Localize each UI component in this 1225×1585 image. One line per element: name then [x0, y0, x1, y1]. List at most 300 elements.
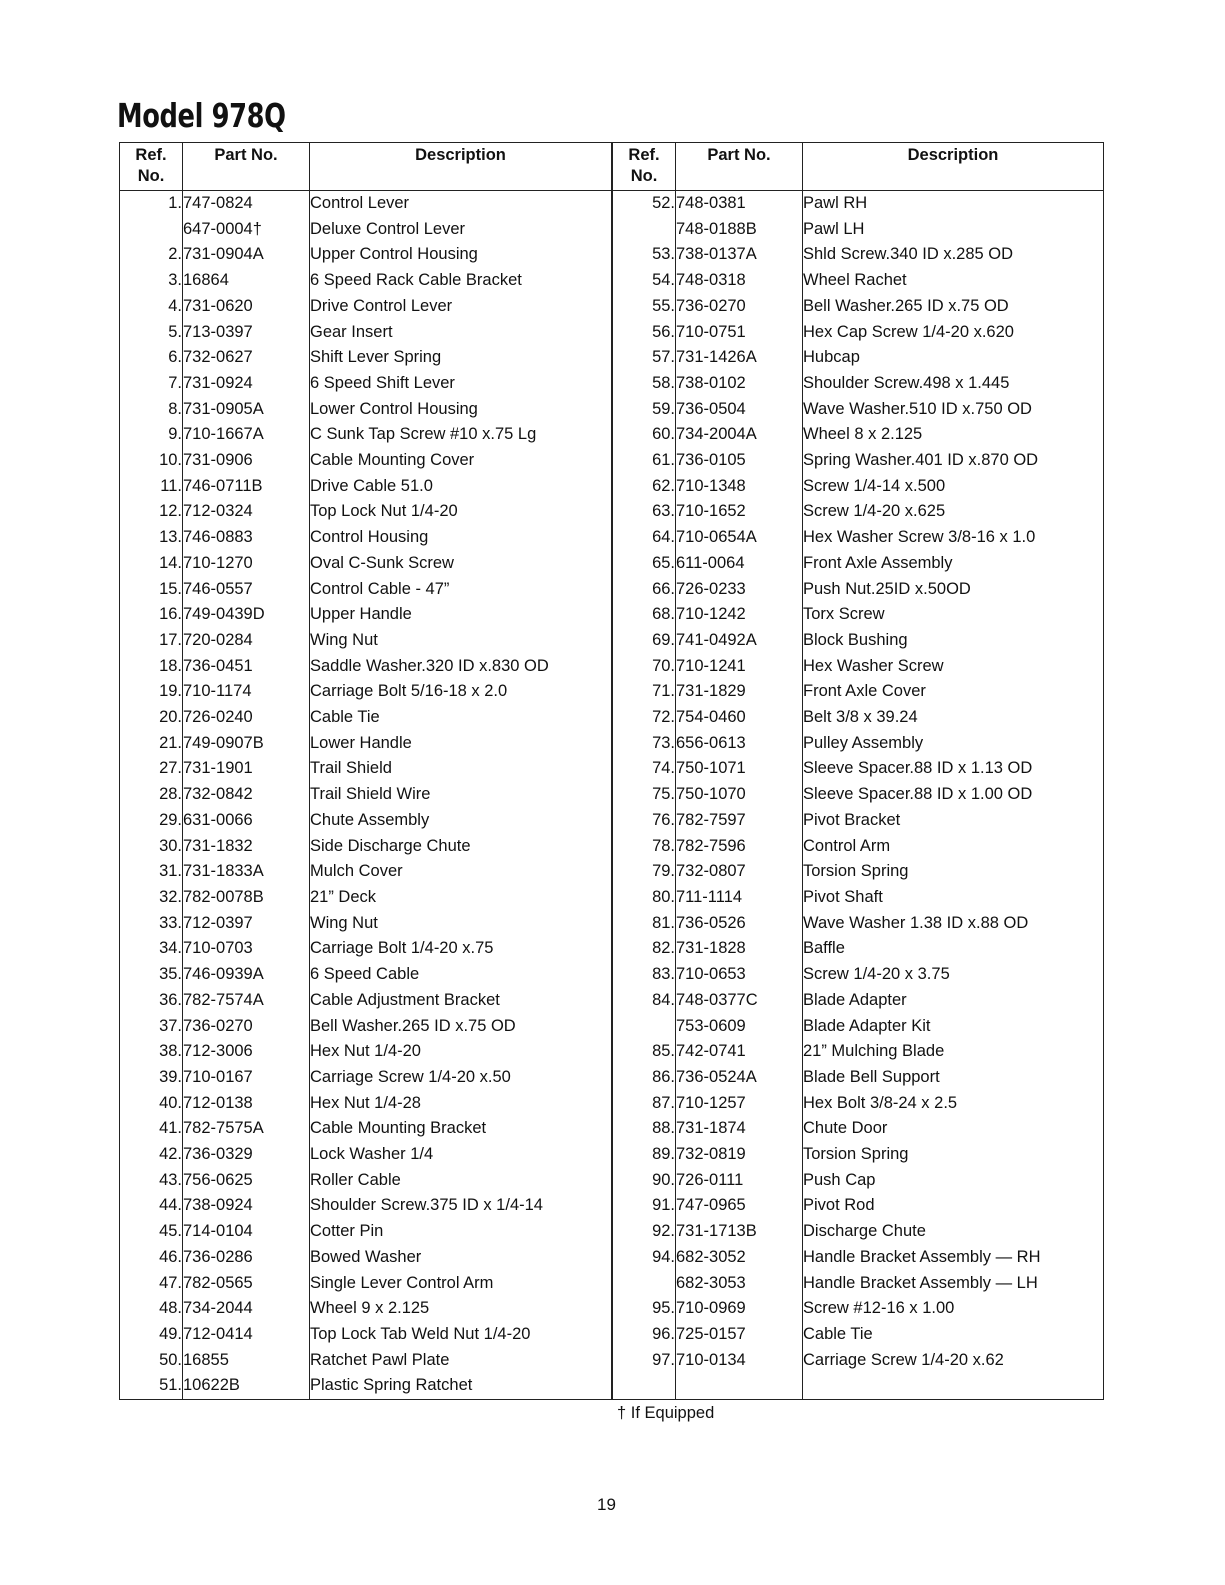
description-cell: Torsion Spring — [803, 1142, 1104, 1168]
ref-cell: 30. — [120, 834, 183, 860]
part-number-cell: 736-0105 — [676, 448, 803, 474]
table-row — [613, 911, 1104, 937]
part-number-cell: 710-0167 — [183, 1065, 310, 1091]
table-row — [613, 1091, 1104, 1117]
ref-cell — [613, 1373, 676, 1399]
description-cell: Drive Cable 51.0 — [310, 474, 612, 500]
ref-cell: 13. — [120, 525, 183, 551]
ref-cell: 71. — [613, 679, 676, 705]
description-cell: Side Discharge Chute — [310, 834, 612, 860]
description-cell: Cable Mounting Bracket — [310, 1116, 612, 1142]
header-part: Part No. — [676, 143, 803, 191]
ref-cell: 68. — [613, 602, 676, 628]
parts-table-right-body — [613, 191, 1104, 1400]
table-row — [120, 525, 612, 551]
ref-cell: 58. — [613, 371, 676, 397]
table-row — [120, 834, 612, 860]
ref-cell: 5. — [120, 320, 183, 346]
part-number-cell: 731-0905A — [183, 397, 310, 423]
part-number-cell: 16855 — [183, 1348, 310, 1374]
description-cell: Baffle — [803, 936, 1104, 962]
footnote: † If Equipped — [617, 1404, 715, 1422]
description-cell: Upper Handle — [310, 602, 612, 628]
table-row — [120, 808, 612, 834]
description-cell: 21” Deck — [310, 885, 612, 911]
table-row — [120, 1296, 612, 1322]
ref-cell: 52. — [613, 191, 676, 217]
part-number-cell: 712-0414 — [183, 1322, 310, 1348]
table-row — [613, 371, 1104, 397]
part-number-cell: 731-1874 — [676, 1116, 803, 1142]
table-row — [120, 191, 612, 217]
description-cell: Cable Tie — [803, 1322, 1104, 1348]
description-cell: Lower Control Housing — [310, 397, 612, 423]
part-number-cell: 750-1071 — [676, 756, 803, 782]
description-cell: Screw 1/4-20 x 3.75 — [803, 962, 1104, 988]
description-cell: Screw #12-16 x 1.00 — [803, 1296, 1104, 1322]
part-number-cell: 736-0451 — [183, 654, 310, 680]
description-cell: Belt 3/8 x 39.24 — [803, 705, 1104, 731]
description-cell: Roller Cable — [310, 1168, 612, 1194]
table-row — [120, 422, 612, 448]
ref-cell: 89. — [613, 1142, 676, 1168]
part-number-cell: 710-1348 — [676, 474, 803, 500]
description-cell: Front Axle Assembly — [803, 551, 1104, 577]
description-cell: Lower Handle — [310, 731, 612, 757]
part-number-cell: 682-3053 — [676, 1271, 803, 1297]
part-number-cell: 746-0939A — [183, 962, 310, 988]
table-row — [120, 320, 612, 346]
description-cell: Wheel 8 x 2.125 — [803, 422, 1104, 448]
table-row — [120, 551, 612, 577]
description-cell: Pivot Shaft — [803, 885, 1104, 911]
part-number-cell: 731-0924 — [183, 371, 310, 397]
description-cell: Control Cable - 47” — [310, 577, 612, 603]
description-cell: Carriage Bolt 5/16-18 x 2.0 — [310, 679, 612, 705]
table-row — [120, 859, 612, 885]
ref-cell: 42. — [120, 1142, 183, 1168]
part-number-cell: 732-0842 — [183, 782, 310, 808]
ref-cell: 78. — [613, 834, 676, 860]
table-row — [613, 551, 1104, 577]
part-number-cell: 710-1652 — [676, 499, 803, 525]
ref-cell: 35. — [120, 962, 183, 988]
part-number-cell: 782-7597 — [676, 808, 803, 834]
table-row — [120, 1116, 612, 1142]
ref-cell: 10. — [120, 448, 183, 474]
table-row — [120, 885, 612, 911]
description-cell: Sleeve Spacer.88 ID x 1.00 OD — [803, 782, 1104, 808]
page-number: 19 — [597, 1495, 616, 1514]
description-cell: Bell Washer.265 ID x.75 OD — [803, 294, 1104, 320]
table-row — [613, 962, 1104, 988]
table-row — [613, 448, 1104, 474]
description-cell: Hex Bolt 3/8-24 x 2.5 — [803, 1091, 1104, 1117]
part-number-cell: 746-0711B — [183, 474, 310, 500]
part-number-cell: 782-0078B — [183, 885, 310, 911]
ref-cell: 83. — [613, 962, 676, 988]
part-number-cell: 734-2044 — [183, 1296, 310, 1322]
ref-cell: 91. — [613, 1193, 676, 1219]
header-desc: Description — [310, 143, 612, 191]
ref-cell: 76. — [613, 808, 676, 834]
table-row — [613, 1271, 1104, 1297]
table-row — [613, 1116, 1104, 1142]
description-cell: Spring Washer.401 ID x.870 OD — [803, 448, 1104, 474]
part-number-cell: 748-0381 — [676, 191, 803, 217]
table-row — [613, 756, 1104, 782]
table-row — [613, 217, 1104, 243]
description-cell: Single Lever Control Arm — [310, 1271, 612, 1297]
part-number-cell: 712-0397 — [183, 911, 310, 937]
table-row — [120, 1014, 612, 1040]
part-number-cell — [676, 1373, 803, 1399]
description-cell: Pivot Rod — [803, 1193, 1104, 1219]
part-number-cell: 16864 — [183, 268, 310, 294]
ref-cell: 48. — [120, 1296, 183, 1322]
description-cell: Discharge Chute — [803, 1219, 1104, 1245]
header-ref: Ref. No. — [613, 143, 676, 191]
table-row — [613, 808, 1104, 834]
description-cell: Trail Shield Wire — [310, 782, 612, 808]
description-cell: Control Arm — [803, 834, 1104, 860]
description-cell: C Sunk Tap Screw #10 x.75 Lg — [310, 422, 612, 448]
table-row — [120, 371, 612, 397]
description-cell: Shoulder Screw.375 ID x 1/4-14 — [310, 1193, 612, 1219]
table-row — [120, 1348, 612, 1374]
table-row — [120, 679, 612, 705]
ref-cell: 1. — [120, 191, 183, 217]
description-cell: Hex Nut 1/4-20 — [310, 1039, 612, 1065]
table-row — [120, 448, 612, 474]
header-part: Part No. — [183, 143, 310, 191]
part-number-cell: 731-1426A — [676, 345, 803, 371]
description-cell: Screw 1/4-20 x.625 — [803, 499, 1104, 525]
description-cell: Push Nut.25ID x.50OD — [803, 577, 1104, 603]
description-cell: Plastic Spring Ratchet — [310, 1373, 612, 1399]
description-cell: Wheel 9 x 2.125 — [310, 1296, 612, 1322]
ref-cell: 7. — [120, 371, 183, 397]
table-row — [120, 1065, 612, 1091]
ref-cell: 64. — [613, 525, 676, 551]
description-cell: 6 Speed Rack Cable Bracket — [310, 268, 612, 294]
part-number-cell: 749-0439D — [183, 602, 310, 628]
ref-cell: 84. — [613, 988, 676, 1014]
part-number-cell: 782-0565 — [183, 1271, 310, 1297]
ref-cell — [613, 1271, 676, 1297]
part-number-cell: 747-0824 — [183, 191, 310, 217]
ref-cell: 33. — [120, 911, 183, 937]
table-row — [120, 499, 612, 525]
part-number-cell: 747-0965 — [676, 1193, 803, 1219]
header-desc: Description — [803, 143, 1104, 191]
part-number-cell: 712-0138 — [183, 1091, 310, 1117]
part-number-cell: 714-0104 — [183, 1219, 310, 1245]
ref-cell: 21. — [120, 731, 183, 757]
part-number-cell: 731-1828 — [676, 936, 803, 962]
parts-table-right — [612, 142, 1104, 1400]
table-row — [613, 1373, 1104, 1399]
table-row — [120, 731, 612, 757]
table-row — [613, 936, 1104, 962]
description-cell: Gear Insert — [310, 320, 612, 346]
table-row — [120, 345, 612, 371]
description-cell: Wheel Rachet — [803, 268, 1104, 294]
table-row — [613, 1142, 1104, 1168]
description-cell: Wing Nut — [310, 628, 612, 654]
table-row — [120, 1039, 612, 1065]
part-number-cell: 726-0233 — [676, 577, 803, 603]
ref-cell — [120, 217, 183, 243]
table-row — [613, 474, 1104, 500]
table-row — [120, 268, 612, 294]
parts-table-left — [119, 142, 612, 1400]
ref-cell: 53. — [613, 242, 676, 268]
ref-cell: 27. — [120, 756, 183, 782]
part-number-cell: 710-1174 — [183, 679, 310, 705]
ref-cell — [613, 217, 676, 243]
table-row — [120, 988, 612, 1014]
part-number-cell: 736-0329 — [183, 1142, 310, 1168]
description-cell: Pawl RH — [803, 191, 1104, 217]
part-number-cell: 710-0654A — [676, 525, 803, 551]
part-number-cell: 736-0526 — [676, 911, 803, 937]
description-cell: Cable Tie — [310, 705, 612, 731]
part-number-cell: 731-1833A — [183, 859, 310, 885]
ref-cell: 39. — [120, 1065, 183, 1091]
part-number-cell: 756-0625 — [183, 1168, 310, 1194]
table-row — [120, 1373, 612, 1399]
ref-cell: 11. — [120, 474, 183, 500]
description-cell: 21” Mulching Blade — [803, 1039, 1104, 1065]
page-title: Model 978Q — [117, 96, 286, 135]
part-number-cell: 736-0286 — [183, 1245, 310, 1271]
table-row — [120, 1142, 612, 1168]
description-cell: Wing Nut — [310, 911, 612, 937]
ref-cell: 41. — [120, 1116, 183, 1142]
table-row — [613, 1193, 1104, 1219]
description-cell: Pawl LH — [803, 217, 1104, 243]
table-row — [613, 859, 1104, 885]
parts-tables — [119, 142, 1104, 1400]
part-number-cell: 10622B — [183, 1373, 310, 1399]
description-cell: Blade Bell Support — [803, 1065, 1104, 1091]
table-row — [613, 1245, 1104, 1271]
table-row — [120, 705, 612, 731]
table-row — [613, 525, 1104, 551]
description-cell: Pulley Assembly — [803, 731, 1104, 757]
part-number-cell: 782-7574A — [183, 988, 310, 1014]
part-number-cell: 710-1257 — [676, 1091, 803, 1117]
table-row — [613, 834, 1104, 860]
table-row — [613, 397, 1104, 423]
table-row — [120, 602, 612, 628]
description-cell: Chute Assembly — [310, 808, 612, 834]
table-row — [120, 217, 612, 243]
part-number-cell: 725-0157 — [676, 1322, 803, 1348]
description-cell: Oval C-Sunk Screw — [310, 551, 612, 577]
description-cell: Blade Adapter — [803, 988, 1104, 1014]
description-cell: Hex Washer Screw 3/8-16 x 1.0 — [803, 525, 1104, 551]
part-number-cell: 749-0907B — [183, 731, 310, 757]
description-cell: Carriage Bolt 1/4-20 x.75 — [310, 936, 612, 962]
table-row — [120, 756, 612, 782]
description-cell: Hex Cap Screw 1/4-20 x.620 — [803, 320, 1104, 346]
table-row — [613, 320, 1104, 346]
table-row — [613, 499, 1104, 525]
part-number-cell: 710-0751 — [676, 320, 803, 346]
part-number-cell: 710-1270 — [183, 551, 310, 577]
part-number-cell: 753-0609 — [676, 1014, 803, 1040]
table-row — [120, 654, 612, 680]
ref-cell: 4. — [120, 294, 183, 320]
description-cell: Screw 1/4-14 x.500 — [803, 474, 1104, 500]
description-cell: Pivot Bracket — [803, 808, 1104, 834]
part-number-cell: 726-0111 — [676, 1168, 803, 1194]
part-number-cell: 748-0377C — [676, 988, 803, 1014]
ref-cell: 28. — [120, 782, 183, 808]
part-number-cell: 731-0620 — [183, 294, 310, 320]
part-number-cell: 732-0627 — [183, 345, 310, 371]
ref-cell: 12. — [120, 499, 183, 525]
ref-cell: 9. — [120, 422, 183, 448]
part-number-cell: 710-0134 — [676, 1348, 803, 1374]
ref-cell: 32. — [120, 885, 183, 911]
table-row — [613, 705, 1104, 731]
description-cell: 6 Speed Shift Lever — [310, 371, 612, 397]
part-number-cell: 731-1829 — [676, 679, 803, 705]
table-row — [120, 1322, 612, 1348]
description-cell: Torx Screw — [803, 602, 1104, 628]
part-number-cell: 710-1667A — [183, 422, 310, 448]
part-number-cell: 710-1242 — [676, 602, 803, 628]
ref-cell: 92. — [613, 1219, 676, 1245]
table-row — [613, 1039, 1104, 1065]
table-row — [120, 628, 612, 654]
table-row — [613, 268, 1104, 294]
ref-cell: 3. — [120, 268, 183, 294]
ref-cell: 15. — [120, 577, 183, 603]
description-cell: Wave Washer 1.38 ID x.88 OD — [803, 911, 1104, 937]
ref-cell: 57. — [613, 345, 676, 371]
part-number-cell: 656-0613 — [676, 731, 803, 757]
ref-cell: 81. — [613, 911, 676, 937]
table-row — [613, 1014, 1104, 1040]
description-cell: Control Lever — [310, 191, 612, 217]
ref-cell: 2. — [120, 242, 183, 268]
part-number-cell: 631-0066 — [183, 808, 310, 834]
ref-cell: 87. — [613, 1091, 676, 1117]
part-number-cell: 736-0270 — [676, 294, 803, 320]
part-number-cell: 713-0397 — [183, 320, 310, 346]
ref-cell: 80. — [613, 885, 676, 911]
ref-cell: 62. — [613, 474, 676, 500]
part-number-cell: 732-0819 — [676, 1142, 803, 1168]
part-number-cell: 736-0270 — [183, 1014, 310, 1040]
part-number-cell: 754-0460 — [676, 705, 803, 731]
table-row — [613, 628, 1104, 654]
description-cell: Mulch Cover — [310, 859, 612, 885]
description-cell: Top Lock Nut 1/4-20 — [310, 499, 612, 525]
description-cell: Shoulder Screw.498 x 1.445 — [803, 371, 1104, 397]
description-cell: Shift Lever Spring — [310, 345, 612, 371]
ref-cell: 56. — [613, 320, 676, 346]
description-cell: Hex Nut 1/4-28 — [310, 1091, 612, 1117]
table-row — [120, 1219, 612, 1245]
description-cell: Sleeve Spacer.88 ID x 1.13 OD — [803, 756, 1104, 782]
ref-cell: 86. — [613, 1065, 676, 1091]
part-number-cell: 748-0318 — [676, 268, 803, 294]
table-row — [120, 936, 612, 962]
table-row — [613, 345, 1104, 371]
part-number-cell: 746-0557 — [183, 577, 310, 603]
ref-cell: 54. — [613, 268, 676, 294]
description-cell: Saddle Washer.320 ID x.830 OD — [310, 654, 612, 680]
part-number-cell: 710-0653 — [676, 962, 803, 988]
description-cell: Cable Mounting Cover — [310, 448, 612, 474]
part-number-cell: 782-7596 — [676, 834, 803, 860]
table-row — [613, 885, 1104, 911]
description-cell: Torsion Spring — [803, 859, 1104, 885]
table-row — [613, 294, 1104, 320]
ref-cell: 19. — [120, 679, 183, 705]
ref-cell: 82. — [613, 936, 676, 962]
part-number-cell: 712-3006 — [183, 1039, 310, 1065]
part-number-cell: 712-0324 — [183, 499, 310, 525]
table-row — [120, 1193, 612, 1219]
table-row — [613, 1168, 1104, 1194]
ref-cell: 97. — [613, 1348, 676, 1374]
ref-cell: 31. — [120, 859, 183, 885]
ref-cell: 70. — [613, 654, 676, 680]
description-cell: Bell Washer.265 ID x.75 OD — [310, 1014, 612, 1040]
ref-cell: 69. — [613, 628, 676, 654]
ref-cell: 74. — [613, 756, 676, 782]
part-number-cell: 731-0904A — [183, 242, 310, 268]
table-row — [613, 731, 1104, 757]
description-cell: Hubcap — [803, 345, 1104, 371]
part-number-cell: 731-1901 — [183, 756, 310, 782]
part-number-cell: 720-0284 — [183, 628, 310, 654]
ref-cell: 55. — [613, 294, 676, 320]
table-row — [613, 1065, 1104, 1091]
part-number-cell: 736-0524A — [676, 1065, 803, 1091]
ref-cell: 17. — [120, 628, 183, 654]
ref-cell: 36. — [120, 988, 183, 1014]
table-row — [120, 911, 612, 937]
table-row — [120, 962, 612, 988]
table-row — [613, 1348, 1104, 1374]
ref-cell: 50. — [120, 1348, 183, 1374]
table-row — [613, 1322, 1104, 1348]
ref-cell: 8. — [120, 397, 183, 423]
ref-cell: 96. — [613, 1322, 676, 1348]
description-cell: Trail Shield — [310, 756, 612, 782]
description-cell — [803, 1373, 1104, 1399]
ref-cell: 51. — [120, 1373, 183, 1399]
description-cell: Handle Bracket Assembly — RH — [803, 1245, 1104, 1271]
description-cell: Wave Washer.510 ID x.750 OD — [803, 397, 1104, 423]
table-row — [613, 242, 1104, 268]
table-row — [613, 422, 1104, 448]
part-number-cell: 746-0883 — [183, 525, 310, 551]
ref-cell: 88. — [613, 1116, 676, 1142]
part-number-cell: 731-1832 — [183, 834, 310, 860]
table-row — [120, 1091, 612, 1117]
part-number-cell: 738-0924 — [183, 1193, 310, 1219]
ref-cell: 60. — [613, 422, 676, 448]
description-cell: Shld Screw.340 ID x.285 OD — [803, 242, 1104, 268]
